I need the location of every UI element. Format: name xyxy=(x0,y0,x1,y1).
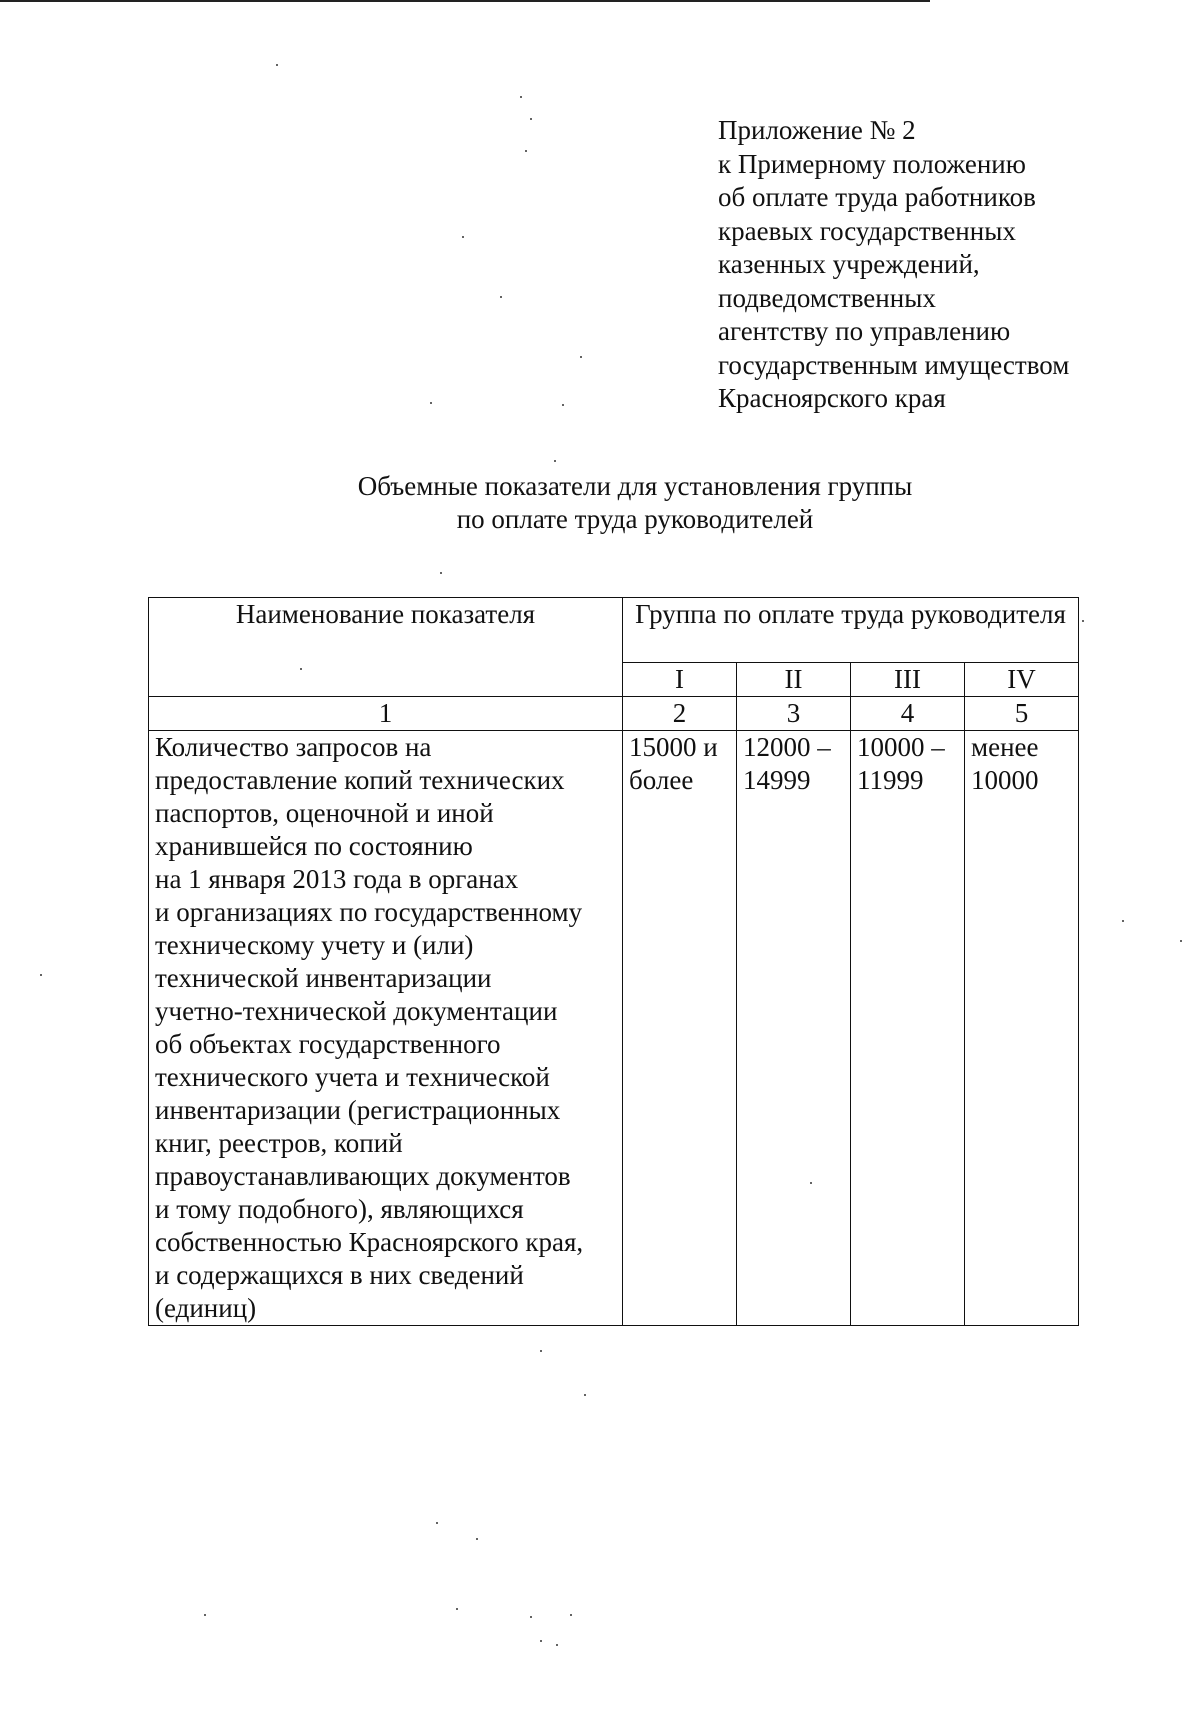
scan-speck xyxy=(584,1394,586,1396)
indicator-line: инвентаризации (регистрационных xyxy=(155,1095,561,1125)
appendix-line: об оплате труда работников xyxy=(718,182,1036,212)
appendix-heading xyxy=(718,114,1158,416)
scan-speck xyxy=(476,1538,478,1540)
scan-speck xyxy=(462,236,464,238)
appendix-line: подведомственных xyxy=(718,282,936,313)
appendix-line: Приложение № 2 xyxy=(718,115,916,145)
scan-speck xyxy=(520,96,522,98)
indicator-line: (единиц) xyxy=(155,1293,257,1323)
indicator-line: хранившейся по состоянию xyxy=(155,831,473,861)
scan-speck xyxy=(204,1614,206,1616)
value-line: 10000 xyxy=(971,765,1039,795)
value-line: 14999 xyxy=(743,765,811,795)
appendix-line: государственным имуществом xyxy=(718,349,1070,380)
title-line: Объемные показатели для установления группы xyxy=(357,471,913,501)
indicator-line: об объектах государственного xyxy=(155,1029,501,1059)
scan-speck xyxy=(1180,940,1182,942)
scan-speck xyxy=(530,118,532,120)
value-line: менее xyxy=(971,732,1039,762)
indicator-line: и содержащихся в них сведений xyxy=(155,1260,524,1290)
indicator-line: и тому подобного), являющихся xyxy=(155,1194,524,1224)
value-line: 11999 xyxy=(857,765,924,795)
value-group-iv xyxy=(965,731,1079,1326)
scan-speck xyxy=(300,668,302,670)
header-group-iv: IV xyxy=(965,663,1079,697)
indicator-line: предоставление копий технических xyxy=(155,765,565,795)
scan-speck xyxy=(810,1182,812,1184)
column-number: 4 xyxy=(851,697,965,731)
indicator-line: и организациях по государственному xyxy=(155,897,583,927)
column-number: 3 xyxy=(737,697,851,731)
value-line: 15000 и xyxy=(629,732,718,762)
scan-speck xyxy=(276,64,278,66)
header-group-ii: II xyxy=(737,663,851,697)
scan-speck xyxy=(436,1522,438,1524)
indicators-table xyxy=(148,597,1079,1326)
indicator-line: технического учета и технической xyxy=(155,1062,550,1092)
scan-speck xyxy=(540,1350,542,1352)
scan-speck xyxy=(456,1608,458,1610)
table-numbers-row xyxy=(149,697,1079,731)
value-group-i xyxy=(623,731,737,1326)
appendix-line: к Примерному положению xyxy=(718,148,1026,179)
indicator-line: Количество запросов на xyxy=(155,732,432,762)
appendix-line: казенных учреждений, xyxy=(718,249,980,279)
scan-speck xyxy=(1082,620,1084,622)
scan-speck xyxy=(440,572,442,574)
scan-speck xyxy=(570,1614,572,1616)
scan-speck xyxy=(540,1640,542,1642)
indicator-line: технической инвентаризации xyxy=(155,963,492,993)
header-group-i: I xyxy=(623,663,737,697)
header-group: Группа по оплате труда руководителя xyxy=(623,598,1079,663)
indicator-name-cell xyxy=(149,731,623,1326)
value-group-ii xyxy=(737,731,851,1326)
header-group-iii: III xyxy=(851,663,965,697)
header-indicator-name: Наименование показателя xyxy=(149,598,623,697)
indicator-line: книг, реестров, копий xyxy=(155,1128,403,1158)
appendix-line: краевых государственных xyxy=(718,215,1016,246)
scan-speck xyxy=(525,150,527,152)
indicator-line: учетно-технической документации xyxy=(155,996,558,1026)
scan-speck xyxy=(430,402,432,404)
table-header-row xyxy=(149,598,1079,663)
scan-speck xyxy=(40,974,42,976)
scan-speck xyxy=(556,1644,558,1646)
top-border-line xyxy=(0,0,930,2)
title-line: по оплате труда руководителей xyxy=(456,504,814,534)
scan-speck xyxy=(500,296,502,298)
column-number: 1 xyxy=(149,697,623,731)
value-line: 12000 – xyxy=(743,732,831,762)
value-line: 10000 – xyxy=(857,732,945,762)
scan-speck xyxy=(530,1616,532,1618)
scan-speck xyxy=(580,356,582,358)
scan-speck xyxy=(554,460,556,462)
value-line: более xyxy=(629,765,694,795)
indicator-line: на 1 января 2013 года в органах xyxy=(155,864,519,894)
document-title xyxy=(200,470,1070,536)
appendix-line: агентству по управлению xyxy=(718,316,1011,346)
scan-speck xyxy=(1122,920,1124,922)
scan-speck xyxy=(562,404,564,406)
column-number: 5 xyxy=(965,697,1079,731)
indicator-line: паспортов, оценочной и иной xyxy=(155,798,494,828)
indicator-line: собственностью Красноярского края, xyxy=(155,1227,584,1257)
indicator-line: техническому учету и (или) xyxy=(155,930,474,960)
table-row xyxy=(149,731,1079,1326)
column-number: 2 xyxy=(623,697,737,731)
appendix-line: Красноярского края xyxy=(718,383,946,413)
value-group-iii xyxy=(851,731,965,1326)
indicator-line: правоустанавливающих документов xyxy=(155,1161,571,1191)
